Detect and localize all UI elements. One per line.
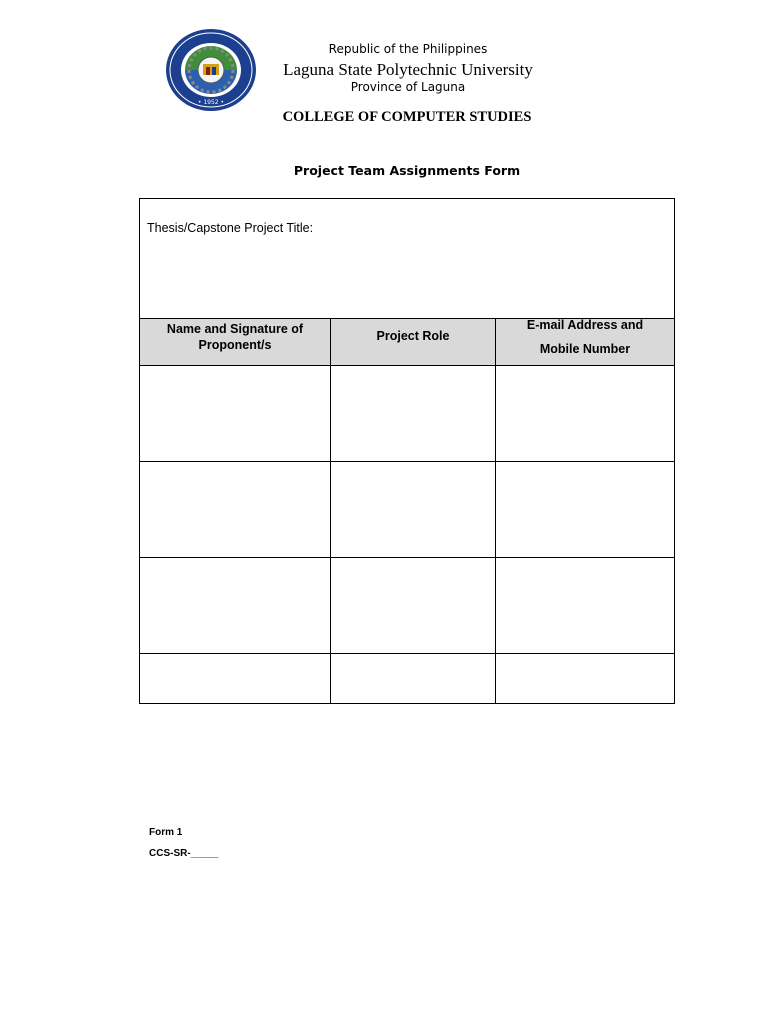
university-name: Laguna State Polytechnic University [283,60,533,79]
college-name: COLLEGE OF COMPUTER STUDIES [282,109,532,125]
province-text: Province of Laguna [350,80,466,94]
table-row[interactable] [140,462,674,557]
republic-text: Republic of the Philippines [328,42,488,56]
form-title: Project Team Assignments Form [293,163,521,178]
form-reference: CCS-SR-_____ [149,848,219,859]
svg-text:• 1952 •: • 1952 • [197,99,225,106]
university-seal-logo [165,28,257,112]
table-row[interactable] [140,366,674,461]
column-header-role: Project Role [376,329,450,343]
column-header-contact: E-mail Address and Mobile Number [526,318,644,356]
form-number: Form 1 [149,827,183,838]
table-row[interactable] [140,654,674,703]
column-header-name: Name and Signature of Proponent/s [166,322,304,352]
table-row[interactable] [140,558,674,653]
project-title-label: Thesis/Capstone Project Title: [147,221,314,235]
